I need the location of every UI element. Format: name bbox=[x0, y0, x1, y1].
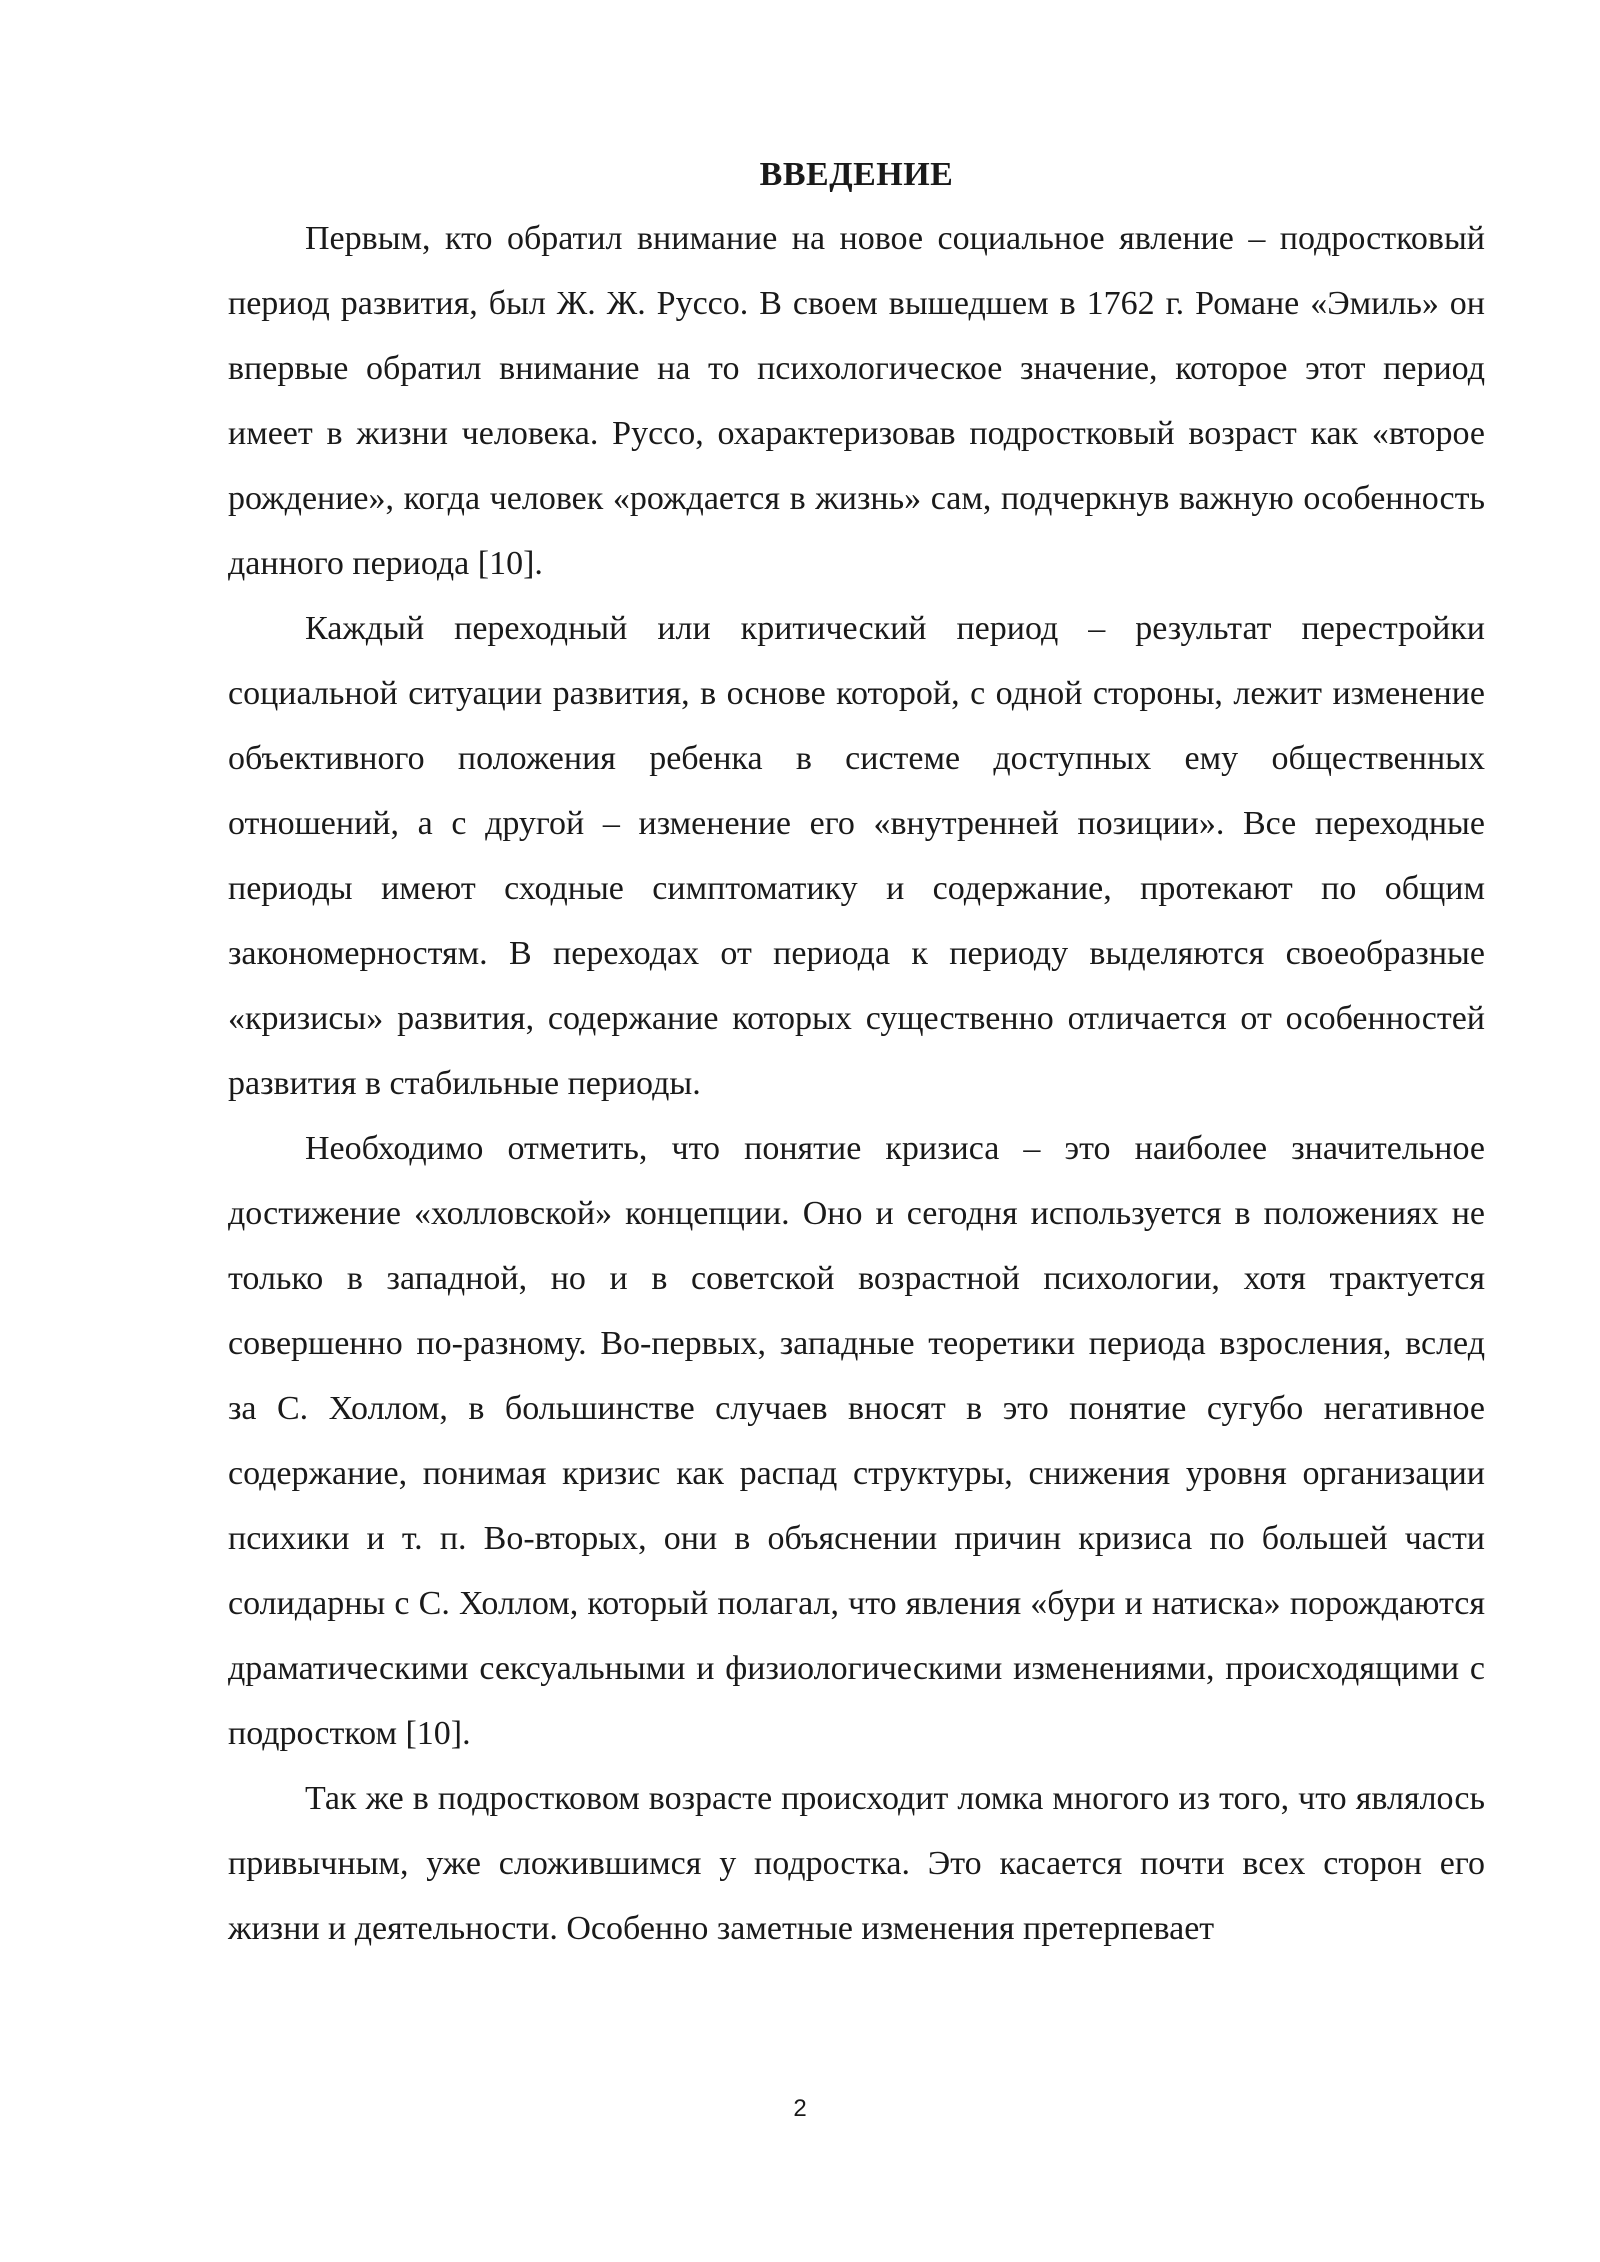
paragraph-3: Необходимо отметить, что понятие кризиса – это наиболее значительное достижение «холловской» концепции. Оно и сегодня используется в положениях не только в западной, но и в советской возрастной психологии, хотя трактуется совершенно по-разному. Во-первых, западные теоретики периода взросления, вслед за С. Холлом, в большинстве случаев вносят в это понятие сугубо негативное содержание, понимая кризис как распад структуры, снижения уровня организации психики и т. п. Во-вторых, они в объяснении причин кризиса по большей части солидарны с С. Холлом, который полагал, что явления «бури и натиска» порождаются драматическими сексуальными и физиологическими изменениями, происходящими с подростком [10]. bbox=[228, 1130, 1485, 1752]
paragraph-1: Первым, кто обратил внимание на новое социальное явление – подростковый период развития, был Ж. Ж. Руссо. В своем вышедшем в 1762 г. Романе «Эмиль» он впервые обратил внимание на то психологическое значение, которое этот период имеет в жизни человека. Руссо, охарактеризовав подростковый возраст как «второе рождение», когда человек «рождается в жизнь» сам, подчеркнув важную особенность данного периода [10]. bbox=[228, 220, 1485, 582]
paragraph-2: Каждый переходный или критический период – результат перестройки социальной ситуации развития, в основе которой, с одной стороны, лежит изменение объективного положения ребенка в системе доступных ему общественных отношений, а с другой – изменение его «внутренней позиции». Все переходные периоды имеют сходные симптоматику и содержание, протекают по общим закономерностям. В переходах от периода к периоду выделяются своеобразные «кризисы» развития, содержание которых существенно отличается от особенностей развития в стабильные периоды. bbox=[228, 610, 1485, 1102]
page-number: 2 bbox=[793, 2095, 807, 2122]
paragraph-4: Так же в подростковом возрасте происходит ломка многого из того, что являлось привычным, уже сложившимся у подростка. Это касается почти всех сторон его жизни и деятельности. Особенно заметные изменения претерпевает bbox=[228, 1780, 1485, 1947]
page-body bbox=[228, 150, 1485, 1961]
section-heading: ВВЕДЕНИЕ bbox=[759, 156, 954, 193]
